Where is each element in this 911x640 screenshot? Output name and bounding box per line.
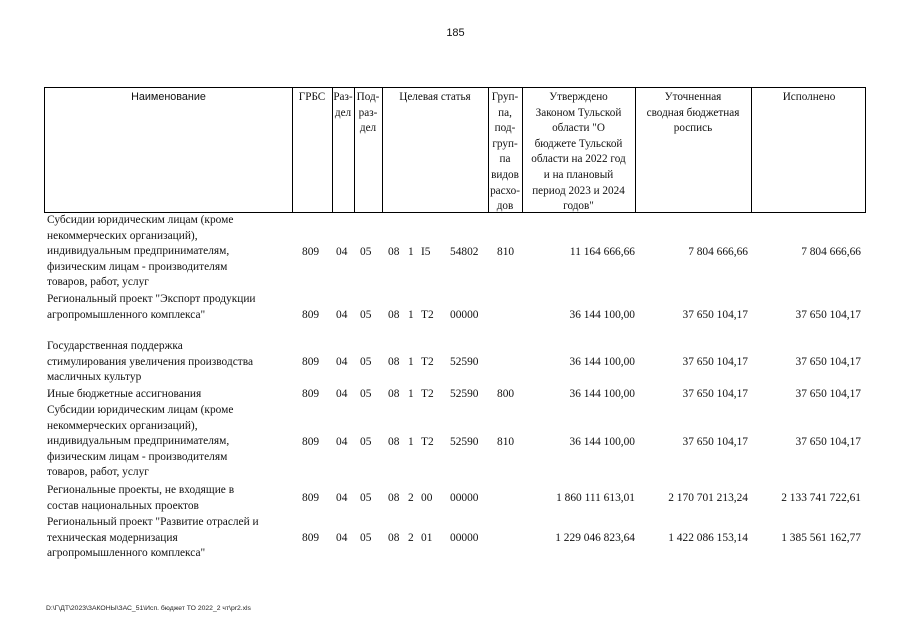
row-approved: 11 164 666,66 <box>569 246 635 258</box>
header-expense-group: Груп- па, под- груп- па видов расхо- дов <box>490 91 520 213</box>
row-target-project: T2 <box>421 388 434 400</box>
row-target-project: 01 <box>421 532 433 544</box>
row-executed: 37 650 104,17 <box>795 388 861 400</box>
row-grbs: 809 <box>302 492 320 504</box>
header-target-article: Целевая статья <box>399 91 471 103</box>
row-refined: 37 650 104,17 <box>682 436 748 448</box>
row-razdel: 04 <box>336 532 348 544</box>
row-podrazdel: 05 <box>360 356 372 368</box>
row-refined: 1 422 086 153,14 <box>668 532 748 544</box>
file-path-footer: D:\Г\ДТ\2023\ЗАКОНЫ\ЗАС_51\Исп. бюджет ТО 2022_2 чт\pr2.xls <box>46 605 251 612</box>
row-razdel: 04 <box>336 356 348 368</box>
row-refined: 37 650 104,17 <box>682 356 748 368</box>
row-razdel: 04 <box>336 309 348 321</box>
row-target-subprogram: 1 <box>408 246 414 258</box>
row-approved: 36 144 100,00 <box>569 309 635 321</box>
row-target-subprogram: 1 <box>408 388 414 400</box>
header-approved: Утверждено Законом Тульской области "О бюджете Тульской области на 2022 год и на плановый период 2023 и 2024 годов" <box>531 91 626 213</box>
row-podrazdel: 05 <box>360 246 372 258</box>
row-target-subprogram: 1 <box>408 356 414 368</box>
row-target-program: 08 <box>388 356 400 368</box>
row-target-project: T2 <box>421 356 434 368</box>
row-target-program: 08 <box>388 309 400 321</box>
row-podrazdel: 05 <box>360 532 372 544</box>
row-grbs: 809 <box>302 388 320 400</box>
row-target-direction: 00000 <box>450 492 479 504</box>
page-number: 185 <box>446 27 465 39</box>
row-executed: 37 650 104,17 <box>795 356 861 368</box>
row-target-program: 08 <box>388 436 400 448</box>
row-approved: 36 144 100,00 <box>569 436 635 448</box>
row-expense-type: 810 <box>497 436 515 448</box>
row-razdel: 04 <box>336 492 348 504</box>
row-target-project: I5 <box>421 246 431 258</box>
row-name: Региональный проект "Экспорт продукции агропромышленного комплекса" <box>47 293 256 321</box>
row-approved: 1 229 046 823,64 <box>555 532 635 544</box>
row-target-project: T2 <box>421 436 434 448</box>
row-target-direction: 00000 <box>450 309 479 321</box>
header-divider <box>292 88 293 212</box>
header-grbs: ГРБС <box>298 91 326 103</box>
row-name: Иные бюджетные ассигнования <box>47 388 202 400</box>
row-target-program: 08 <box>388 532 400 544</box>
row-refined: 7 804 666,66 <box>688 246 748 258</box>
row-target-program: 08 <box>388 388 400 400</box>
row-grbs: 809 <box>302 436 320 448</box>
row-grbs: 809 <box>302 246 320 258</box>
row-target-subprogram: 2 <box>408 492 414 504</box>
row-name: Региональный проект "Развитие отраслей и техническая модернизация агропромышленного комплекса" <box>47 516 259 560</box>
row-executed: 7 804 666,66 <box>801 246 861 258</box>
row-executed: 2 133 741 722,61 <box>781 492 861 504</box>
row-razdel: 04 <box>336 436 348 448</box>
row-razdel: 04 <box>336 388 348 400</box>
row-name: Субсидии юридическим лицам (кроме некоммерческих организаций), индивидуальным предпринимателям, физическим лицам - производителям товаров, работ, услуг <box>47 214 234 289</box>
row-refined: 37 650 104,17 <box>682 309 748 321</box>
header-razdel: Раз- дел <box>333 91 353 119</box>
row-target-subprogram: 1 <box>408 309 414 321</box>
row-target-direction: 52590 <box>450 388 479 400</box>
row-approved: 36 144 100,00 <box>569 356 635 368</box>
row-target-subprogram: 2 <box>408 532 414 544</box>
row-refined: 37 650 104,17 <box>682 388 748 400</box>
header-executed: Исполнено <box>782 91 836 103</box>
header-refined: Уточненная сводная бюджетная роспись <box>646 91 740 135</box>
header-podrazdel: Под- раз- дел <box>356 91 380 135</box>
row-target-project: 00 <box>421 492 433 504</box>
row-target-subprogram: 1 <box>408 436 414 448</box>
row-name: Региональные проекты, не входящие в состав национальных проектов <box>47 484 235 512</box>
row-target-program: 08 <box>388 246 400 258</box>
row-target-direction: 00000 <box>450 532 479 544</box>
row-target-direction: 52590 <box>450 356 479 368</box>
row-target-project: T2 <box>421 309 434 321</box>
row-grbs: 809 <box>302 309 320 321</box>
row-executed: 37 650 104,17 <box>795 309 861 321</box>
row-target-program: 08 <box>388 492 400 504</box>
row-grbs: 809 <box>302 356 320 368</box>
row-podrazdel: 05 <box>360 492 372 504</box>
row-executed: 37 650 104,17 <box>795 436 861 448</box>
row-name: Субсидии юридическим лицам (кроме некоммерческих организаций), индивидуальным предпринимателям, физическим лицам - производителям товаров, работ, услуг <box>47 404 234 479</box>
table-header <box>44 87 866 213</box>
row-name: Государственная поддержка стимулирования увеличения производства масличных культур <box>47 340 254 384</box>
row-podrazdel: 05 <box>360 436 372 448</box>
row-razdel: 04 <box>336 246 348 258</box>
row-podrazdel: 05 <box>360 388 372 400</box>
row-approved: 1 860 111 613,01 <box>556 492 635 504</box>
row-expense-type: 800 <box>497 388 515 400</box>
header-divider <box>382 88 383 212</box>
row-target-direction: 52590 <box>450 436 479 448</box>
row-executed: 1 385 561 162,77 <box>781 532 861 544</box>
row-target-direction: 54802 <box>450 246 479 258</box>
header-name: Наименование <box>131 91 206 103</box>
row-podrazdel: 05 <box>360 309 372 321</box>
row-refined: 2 170 701 213,24 <box>668 492 748 504</box>
row-grbs: 809 <box>302 532 320 544</box>
row-approved: 36 144 100,00 <box>569 388 635 400</box>
header-divider <box>751 88 752 212</box>
row-expense-type: 810 <box>497 246 515 258</box>
